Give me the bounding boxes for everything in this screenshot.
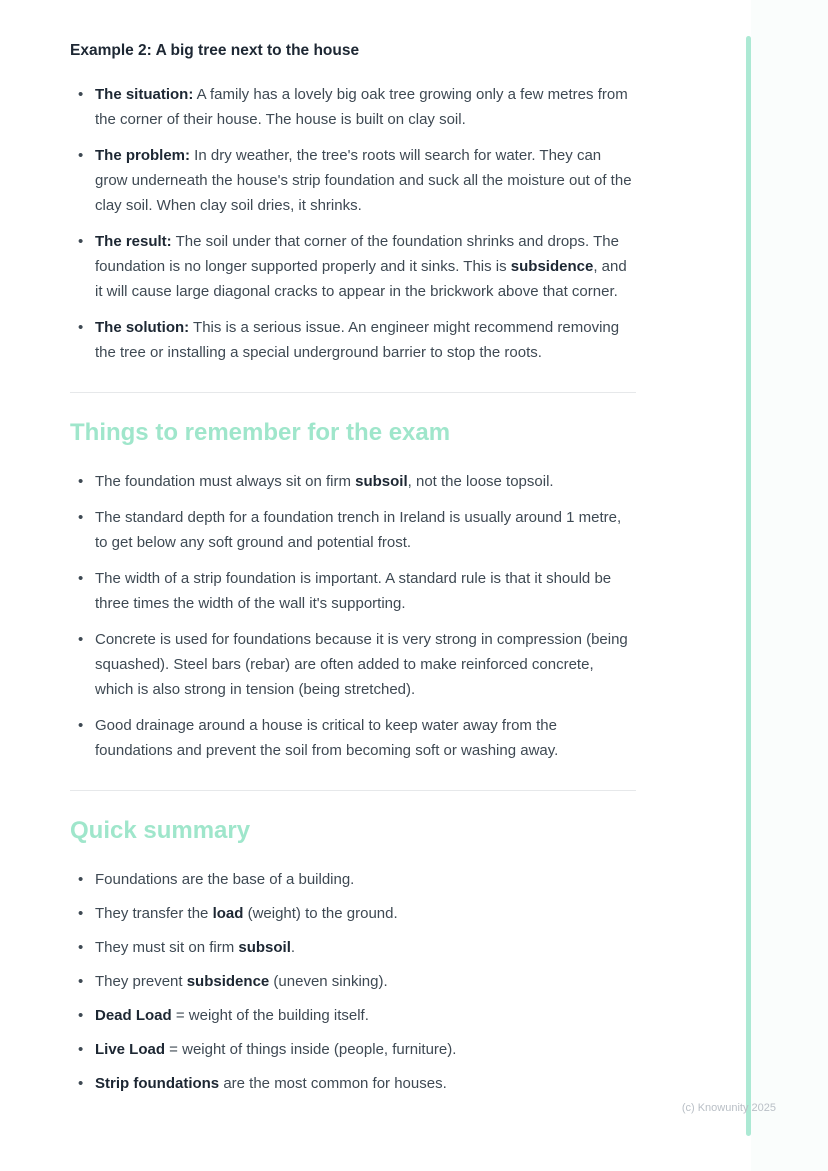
list-item-keyword: Dead Load xyxy=(95,1007,172,1024)
list-item xyxy=(70,867,636,892)
list-item xyxy=(70,1003,636,1028)
list-item xyxy=(70,315,636,365)
list-item xyxy=(70,505,636,555)
summary-heading: Quick summary xyxy=(70,817,251,844)
list-item xyxy=(70,969,636,994)
list-item xyxy=(70,82,636,132)
document-content xyxy=(70,42,636,1105)
list-item xyxy=(70,935,636,960)
list-item-text: In dry weather, the tree's roots will search for water. They can grow underneath the house's strip foundation and suck all the moisture out of the clay soil. When clay soil dries, it shrinks. xyxy=(95,147,632,214)
list-item-text: This is a serious issue. An engineer might recommend removing the tree or installing a special underground barrier to stop the roots. xyxy=(95,319,620,361)
list-item xyxy=(70,627,636,702)
list-item xyxy=(70,1037,636,1062)
divider xyxy=(70,392,636,393)
remember-heading: Things to remember for the exam xyxy=(70,419,451,446)
list-item-keyword: subsidence xyxy=(186,973,270,990)
list-item-text: The width of a strip foundation is important. A standard rule is that it should be three times the width of the wall it's supporting. xyxy=(95,570,612,612)
list-item xyxy=(70,143,636,218)
summary-list xyxy=(70,867,636,1096)
list-item-lead: The solution: xyxy=(95,319,190,336)
list-item-keyword: subsoil xyxy=(355,473,408,490)
list-item xyxy=(70,229,636,304)
list-item-text: They must sit on firm xyxy=(95,939,239,956)
list-item-text: Foundations are the base of a building. xyxy=(95,871,355,888)
list-item-lead: The problem: xyxy=(95,147,191,164)
list-item-text: are the most common for houses. xyxy=(219,1075,447,1092)
list-item-keyword: Live Load xyxy=(95,1041,166,1058)
list-item-text: A family has a lovely big oak tree growing only a few metres from the corner of their house. The house is built on clay soil. xyxy=(95,86,628,128)
list-item xyxy=(70,901,636,926)
list-item-text: Good drainage around a house is critical to keep water away from the foundations and prevent the soil from becoming soft or washing away. xyxy=(95,717,559,759)
list-item-text: (uneven sinking). xyxy=(269,973,388,990)
list-item-text: The foundation must always sit on firm xyxy=(95,473,356,490)
list-item-keyword: subsoil xyxy=(238,939,291,956)
list-item-text: (weight) to the ground. xyxy=(243,905,398,922)
example2-list xyxy=(70,82,636,365)
copyright-text: (c) Knowunity 2025 xyxy=(681,1102,776,1114)
page-side-background xyxy=(751,0,828,1171)
list-item xyxy=(70,469,636,494)
accent-stripe xyxy=(746,36,751,1136)
list-item-keyword: load xyxy=(212,905,244,922)
list-item-text: , and it will cause large diagonal cracks to appear in the brickwork above that corner. xyxy=(95,258,627,300)
example2-heading: Example 2: A big tree next to the house xyxy=(70,42,360,59)
list-item-text: The soil under that corner of the foundation shrinks and drops. The foundation is no longer supported properly and it sinks. This is xyxy=(95,233,619,275)
list-item-text: They transfer the xyxy=(95,905,213,922)
list-item-text: Concrete is used for foundations because it is very strong in compression (being squashed). Steel bars (rebar) are often added to make reinforced concrete, which is also strong in tension (being stretched). xyxy=(95,631,628,698)
remember-list xyxy=(70,469,636,763)
list-item xyxy=(70,713,636,763)
list-item-text: = weight of things inside (people, furniture). xyxy=(165,1041,457,1058)
list-item-text: . xyxy=(290,939,296,956)
list-item-keyword: Strip foundations xyxy=(95,1075,220,1092)
divider xyxy=(70,790,636,791)
list-item xyxy=(70,1071,636,1096)
list-item-text: The standard depth for a foundation trench in Ireland is usually around 1 metre, to get below any soft ground and potential frost. xyxy=(95,509,622,551)
list-item-lead: The situation: xyxy=(95,86,194,103)
list-item-text: , not the loose topsoil. xyxy=(407,473,554,490)
list-item-lead: The result: xyxy=(95,233,172,250)
list-item-text: They prevent xyxy=(95,973,187,990)
list-item-text: = weight of the building itself. xyxy=(171,1007,369,1024)
list-item-keyword: subsidence xyxy=(510,258,594,275)
list-item xyxy=(70,566,636,616)
